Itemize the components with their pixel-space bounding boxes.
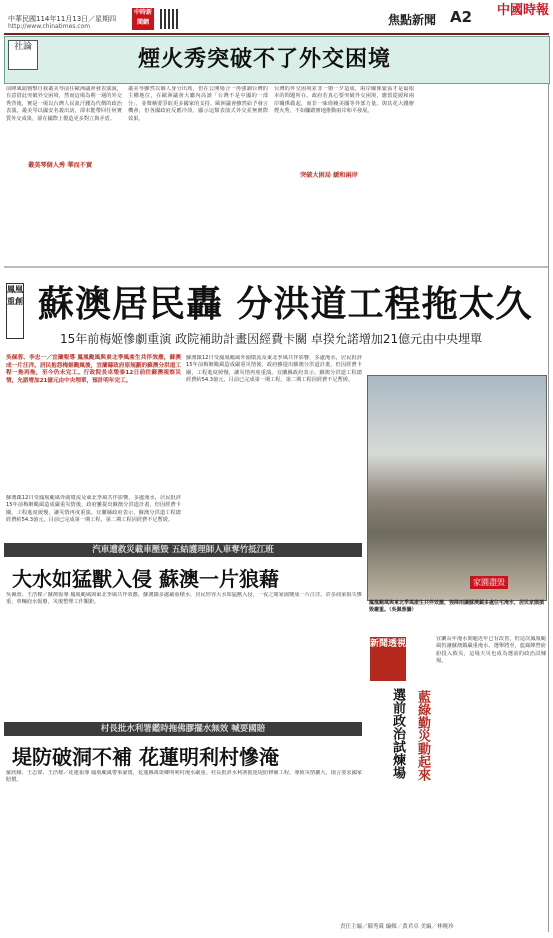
editorial-body-3: 台灣的外交困境並非一朝一夕造成，兩岸關係緊張才是最根本的問題所在。政府若真心要突破外交困境，應當從緩和兩岸關係做起，而非一味倚賴美國等外部力量。與其花大錢辦煙火秀，不如腳踏實地推動兩岸和平發展。: [274, 86, 414, 115]
editorial-title: 煙火秀突破不了外交困境: [138, 47, 392, 72]
section-three-bar: 村長批水利署鑑時拖佛膠擺水無效 喊要國賠: [4, 722, 362, 736]
chinatimes-logo: 中時新聞網: [132, 8, 154, 30]
side-headline-red: 藍綠勤災動起來: [415, 690, 430, 781]
editorial-emblem: 社論: [8, 40, 38, 70]
section-divider: [4, 266, 548, 268]
photo-caption: 鳳凰颱風與東北季風產生共伴效應，強降雨讓蘇澳鎮多處住宅淹水，居民家園損毀嚴重。（吳佩蓉攝）: [369, 600, 545, 613]
editorial-column-1: [6, 86, 122, 262]
side-body: [436, 636, 546, 918]
section-three-headline: 堤防破洞不補 花蓮明利村慘淹: [12, 745, 279, 769]
main-body-lower-text: 蘇澳鎮12日受鳳凰颱風外圍環流及東北季風共伴影響，多處淹水，居民批評15年前梅姬颱風造成嚴重災情後，政府雖提出蘇澳分洪道計畫，但因經費卡關，工程進度緩慢，讓災情再度重演。宜蘭縣政府表示，蘇澳分洪道工程總經費約54.3億元，目前已完成第一期工程，第二期工程因經費不足暫緩。: [6, 495, 181, 524]
section-two-headline: 大水如猛獸入侵 蘇澳一片狼藉: [12, 567, 279, 591]
editorial-body-1: 前陣風頭號擊自我叢美琴前往歐洲議會發表演說，有意借此突破外交困境，然而這場為期一週的外交秀背後，實是一場以台灣人民血汗錢為代價的政治表演。叢美琴以國安名義出訪，卻未能帶回任何實質外交成果，卻在國際上製造更多對立與矛盾。: [6, 86, 122, 122]
editorial-column-2: [128, 86, 268, 262]
side-body-text: 宜蘭長年淹水問題近年已有改善，但這次鳳凰颱風仍讓蘇澳鎮嚴重淹水。選舉將至，藍綠陣營紛紛投入救災，這場天災也成為選前的政治試煉場。: [436, 636, 546, 665]
section-three-text: 羅欣緣、王志偉、王浩樑／花蓮報導 鳳凰颱風帶來豪雨，花蓮縣萬榮鄉明利村淹水嚴重。村長批評水利署拖延堤防修補工程，導致災情擴大，揚言要求國家賠償。: [6, 770, 362, 784]
section-two-bar: 汽車遭救災載車壓毀 五結護理師人車奪竹抵江班: [4, 543, 362, 557]
main-headline: 蘇澳居民轟 分洪道工程拖太久: [38, 284, 533, 325]
main-body: [186, 355, 362, 539]
editorial-subhead-1: 叢美琴個人秀 華而不實: [28, 162, 93, 169]
main-lead: 吳佩蓉、李忠一／宜蘭報導 鳳凰颱風與東北季風產生共伴效應，蘇澳成一片汪洋。居民抱怨梅姬颱風後，宜蘭縣政府原規劃的蘇澳分洪道工程一拖再拖，至今仍未完工。行政院長卓榮泰12日前往蘇澳視察災情，允諾增加21億元由中央埋單，預計明年完工。: [6, 355, 181, 384]
section-two-text: 吳佩蓉、王浩樑／蘇澳報導 鳳凰颱風與東北季風共伴效應，蘇澳鎮多處嚴重積水，居民形容大水如猛獸入侵，一夜之間家園變成一片汪洋。許多商家損失慘重，車輛泡水報廢，災後整理工作艱鉅。: [6, 592, 362, 606]
qr-code-icon: [160, 9, 180, 29]
site-url[interactable]: http://www.chinatimes.com: [8, 23, 91, 30]
section-two-body: [6, 592, 362, 718]
flood-photo: [367, 375, 547, 601]
analysis-tag: 新聞透視: [370, 637, 406, 681]
section-name: 焦點新聞: [388, 13, 437, 27]
section-three-body: [6, 770, 362, 918]
main-body-lower: [6, 495, 181, 539]
main-subheadline: 15年前梅姬慘劇重演 政院補助計畫因經費卡關 卓揆允諾增加21億元由中央埋單: [60, 332, 483, 346]
header-rule: [4, 33, 549, 35]
side-headline-black: 選前政治試煉場: [390, 688, 405, 779]
page-number: A2: [450, 8, 473, 26]
photo-label: 家園盡毀: [470, 576, 508, 589]
editorial-body-2: 叢美琴雖然以個人身分出席，但在公開場合一再強調台灣的主權地位，在歐洲議會大廳內高談「台灣不是中國的一部分」，並聲稱要爭取更多國家的支持。歐洲議會雖然給予發言機會，但各國政府反應冷淡，顯示這類表演式外交並無實際效果。: [128, 86, 268, 122]
brand-logo: 中國時報: [497, 3, 550, 18]
page-frame: [548, 34, 549, 932]
series-tag: 鳳凰重創: [6, 283, 24, 339]
issue-date: 中華民國114年11月13日／星期四: [8, 15, 117, 23]
credits: 責任主編／陳秀葳 編輯／黃君卓 美編／林曉珍: [340, 924, 454, 930]
editorial-subhead-2: 突破大困局 緩和兩岸: [300, 172, 358, 179]
main-body-text: 蘇澳鎮12日受鳳凰颱風外圍環流及東北季風共伴影響，多處淹水，居民批評15年前梅姬颱風造成嚴重災情後，政府雖提出蘇澳分洪道計畫，但因經費卡關，工程進度緩慢，讓災情再度重演。宜蘭縣政府表示，蘇澳分洪道工程總經費約54.3億元，目前已完成第一期工程，第二期工程因經費不足暫緩。: [186, 355, 362, 384]
